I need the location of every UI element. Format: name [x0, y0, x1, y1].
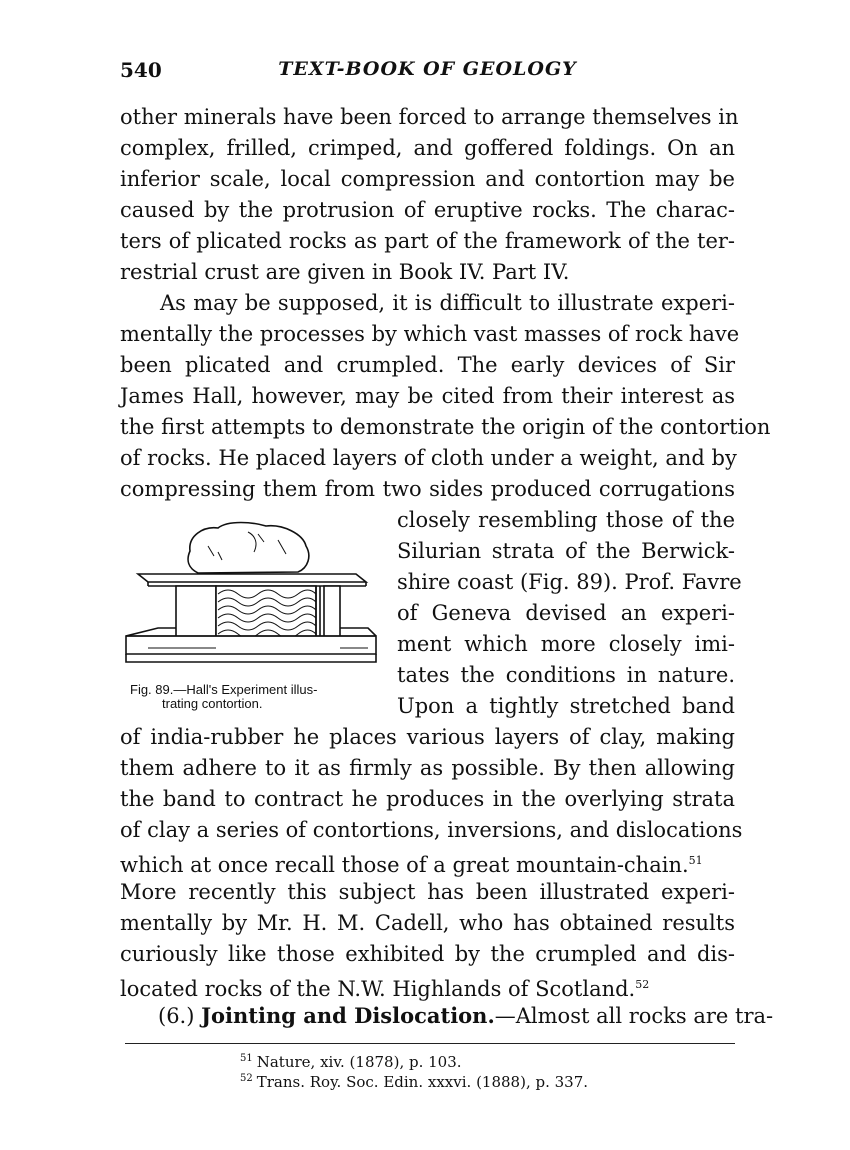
footnote-text: Trans. Roy. Soc. Edin. xxxvi. (1888), p. 337. [256, 1073, 589, 1091]
body-line: restrial crust are given in Book IV. Part IV. [120, 260, 570, 284]
caption-line: Fig. 89.—Hall's Experiment illus- [130, 682, 318, 697]
body-line: ters of plicated rocks as part of the framework of the ter- [120, 229, 735, 253]
footnote [240, 1070, 588, 1091]
body-line: caused by the protrusion of eruptive rocks. The charac- [120, 198, 735, 222]
wrap-line: Upon a tightly stretched band [397, 694, 735, 718]
body-line: mentally the processes by which vast masses of rock have [120, 322, 740, 346]
top-plate [138, 574, 366, 582]
body-line: them adhere to it as firmly as possible. By then allowing [120, 756, 735, 780]
body-line [120, 970, 735, 1004]
caption-line: trating contortion. [162, 696, 263, 711]
footnote-ref[interactable]: 52 [635, 978, 650, 991]
body-line: of india-rubber he places various layers of clay, making [120, 725, 735, 749]
wrap-line: of Geneva devised an experi- [397, 601, 735, 625]
wrap-line: closely resembling those of the [397, 508, 735, 532]
footnote-divider [125, 1043, 735, 1044]
footnote [240, 1050, 462, 1071]
hall-experiment-figure [118, 516, 388, 686]
body-text: located rocks of the N.W. Highlands of Scotland. [120, 977, 636, 1001]
body-line: James Hall, however, may be cited from their interest as [120, 384, 735, 408]
body-line: inferior scale, local compression and contortion may be [120, 167, 735, 191]
body-line: More recently this subject has been illustrated experi- [120, 880, 735, 904]
body-line: the first attempts to demonstrate the origin of the contortion [120, 415, 771, 439]
body-line: mentally by Mr. H. M. Cadell, who has obtained results [120, 911, 735, 935]
page-header [120, 58, 735, 88]
wrap-line: tates the conditions in nature. [397, 663, 735, 687]
footnote-mark: 51 [240, 1053, 253, 1064]
body-line: compressing them from two sides produced corrugations [120, 477, 735, 501]
footnote-text: Nature, xiv. (1878), p. 103. [256, 1053, 462, 1071]
section-line [158, 1001, 774, 1031]
body-line: the band to contract he produces in the overlying strata [120, 787, 735, 811]
page-number: 540 [120, 58, 162, 82]
body-line: curiously like those exhibited by the crumpled and dis- [120, 942, 735, 966]
weight-stone [188, 523, 309, 574]
body-line: of rocks. He placed layers of cloth under a weight, and by [120, 446, 737, 470]
footnote-mark: 52 [240, 1073, 253, 1084]
body-line: other minerals have been forced to arrange themselves in [120, 105, 739, 129]
section-number: (6.) [158, 1004, 195, 1028]
wrap-line: Silurian strata of the Berwick- [397, 539, 735, 563]
wrap-line: shire coast (Fig. 89). Prof. Favre [397, 570, 742, 594]
body-line: complex, frilled, crimped, and goffered foldings. On an [120, 136, 735, 160]
footnote-ref[interactable]: 51 [688, 854, 703, 867]
figure-caption [130, 683, 390, 711]
body-text: which at once recall those of a great mountain-chain. [120, 853, 689, 877]
body-line [120, 846, 735, 880]
body-line: of clay a series of contortions, inversions, and dislocations [120, 818, 743, 842]
running-title: TEXT-BOOK OF GEOLOGY [278, 58, 577, 80]
section-text: —Almost all rocks are tra- [494, 1004, 774, 1028]
wrap-line: ment which more closely imi- [397, 632, 735, 656]
body-line: As may be supposed, it is difficult to illustrate experi- [160, 291, 735, 315]
body-line: been plicated and crumpled. The early devices of Sir [120, 353, 735, 377]
section-heading: Jointing and Dislocation. [201, 1003, 495, 1028]
